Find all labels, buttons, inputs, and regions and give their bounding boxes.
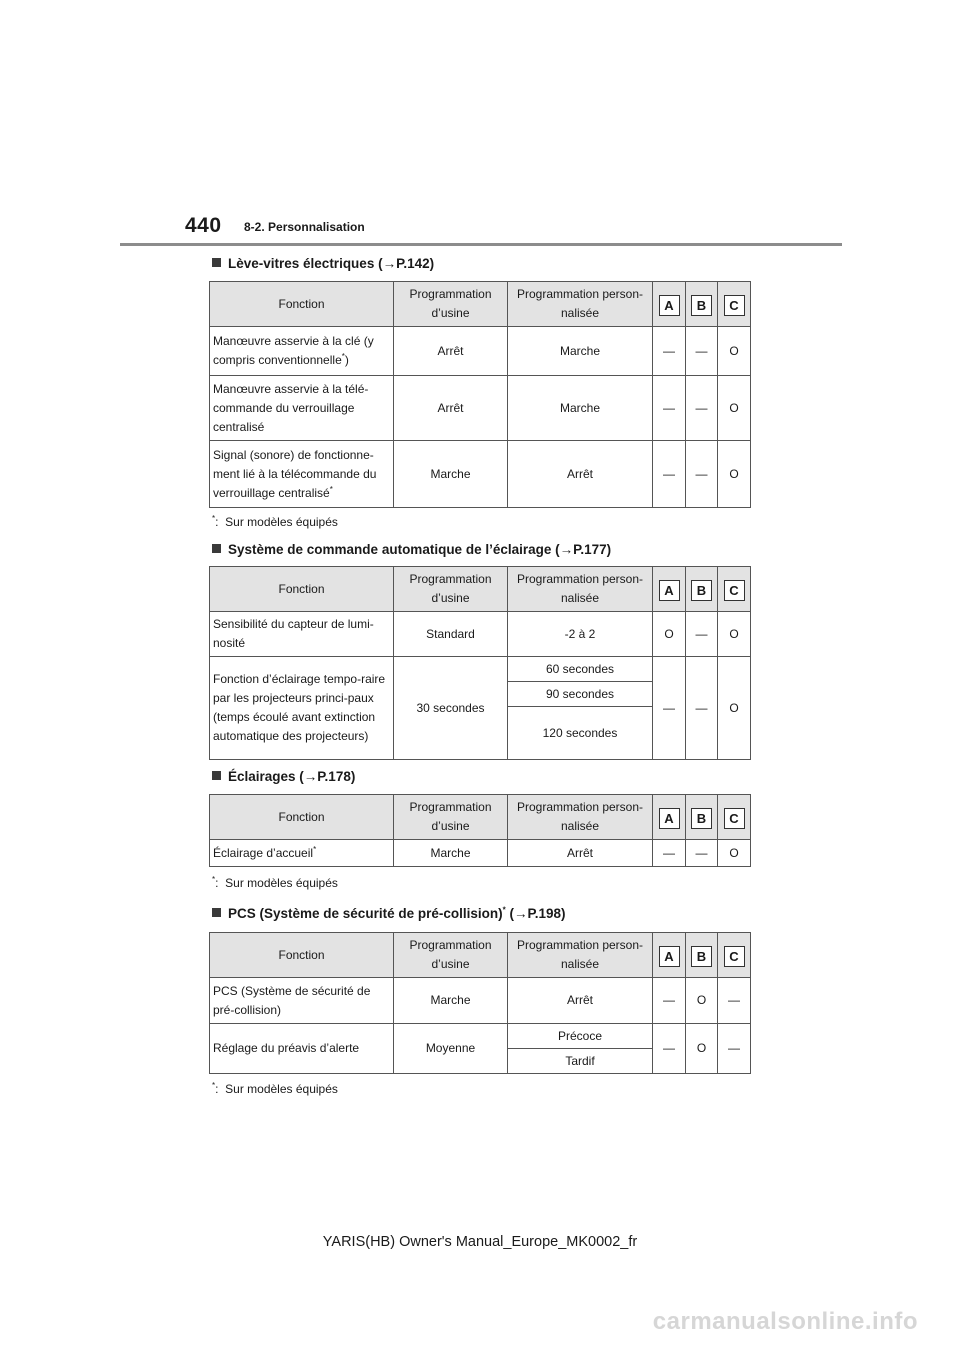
cell-custom: Marche bbox=[508, 327, 653, 376]
heading-text: PCS (Système de sécurité de pré-collision) bbox=[228, 906, 503, 921]
cell-c: O bbox=[718, 441, 751, 508]
cell-factory: Arrêt bbox=[394, 327, 508, 376]
table-row bbox=[210, 441, 751, 508]
table-row bbox=[210, 840, 751, 867]
header-rule bbox=[120, 243, 842, 246]
cell-a: — bbox=[653, 327, 686, 376]
cell-custom: Précoce bbox=[508, 1024, 653, 1049]
col-header-factory: Programmation d’usine bbox=[394, 795, 508, 840]
cell-a: — bbox=[653, 441, 686, 508]
table-lighting bbox=[209, 794, 751, 867]
col-header-c: C bbox=[718, 282, 751, 327]
cell-c: O bbox=[718, 327, 751, 376]
col-header-b: B bbox=[686, 567, 718, 612]
cell-b: — bbox=[686, 657, 718, 760]
cell-b: — bbox=[686, 376, 718, 441]
cell-function: Sensibilité du capteur de lumi-nosité bbox=[210, 612, 394, 657]
cell-function: Éclairage d’accueil* bbox=[210, 840, 394, 867]
footnote-equipped-models: *: Sur modèles équipés bbox=[212, 514, 338, 529]
bullet-square-icon bbox=[212, 908, 221, 917]
cell-function: Manœuvre asservie à la télé-commande du verrouillage centralisé bbox=[210, 376, 394, 441]
cell-function: Signal (sonore) de fonctionne-ment lié à la télécommande du verrouillage centralisé* bbox=[210, 441, 394, 508]
table-row bbox=[210, 978, 751, 1024]
cell-a: — bbox=[653, 978, 686, 1024]
col-header-a: A bbox=[653, 282, 686, 327]
cell-custom: 120 secondes bbox=[508, 707, 653, 760]
cell-custom: Arrêt bbox=[508, 840, 653, 867]
table-power-windows bbox=[209, 281, 751, 508]
cell-c: O bbox=[718, 376, 751, 441]
cell-factory: Marche bbox=[394, 840, 508, 867]
table-auto-lighting bbox=[209, 566, 751, 760]
cell-b: — bbox=[686, 840, 718, 867]
heading-lighting bbox=[212, 769, 355, 784]
col-header-c: C bbox=[718, 795, 751, 840]
cell-factory: Arrêt bbox=[394, 376, 508, 441]
footnote-equipped-models: *: Sur modèles équipés bbox=[212, 875, 338, 890]
col-header-function: Fonction bbox=[210, 567, 394, 612]
table-pcs bbox=[209, 932, 751, 1074]
cell-factory: Marche bbox=[394, 978, 508, 1024]
cell-a: O bbox=[653, 612, 686, 657]
table-header-row bbox=[210, 282, 751, 327]
table-row bbox=[210, 327, 751, 376]
heading-text: Lève-vitres électriques (→P.142) bbox=[228, 256, 435, 271]
cell-custom: Tardif bbox=[508, 1049, 653, 1074]
table-row bbox=[210, 657, 751, 682]
col-header-a: A bbox=[653, 933, 686, 978]
bullet-square-icon bbox=[212, 544, 221, 553]
cell-function: Réglage du préavis d’alerte bbox=[210, 1024, 394, 1074]
table-row bbox=[210, 612, 751, 657]
col-header-factory: Programmation d’usine bbox=[394, 567, 508, 612]
table-header-row bbox=[210, 567, 751, 612]
cell-custom: 60 secondes bbox=[508, 657, 653, 682]
cell-custom: 90 secondes bbox=[508, 682, 653, 707]
col-header-function: Fonction bbox=[210, 933, 394, 978]
table-row bbox=[210, 376, 751, 441]
cell-b: O bbox=[686, 1024, 718, 1074]
col-header-custom: Programmation person-nalisée bbox=[508, 933, 653, 978]
cell-factory: Moyenne bbox=[394, 1024, 508, 1074]
heading-text: Système de commande automatique de l’éclairage (→P.177) bbox=[228, 542, 612, 557]
cell-b: — bbox=[686, 327, 718, 376]
cell-custom: -2 à 2 bbox=[508, 612, 653, 657]
col-header-factory: Programmation d’usine bbox=[394, 282, 508, 327]
footer-manual-id: YARIS(HB) Owner's Manual_Europe_MK0002_fr bbox=[322, 1234, 638, 1250]
table-header-row bbox=[210, 933, 751, 978]
table-header-row bbox=[210, 795, 751, 840]
cell-function: PCS (Système de sécurité de pré-collision) bbox=[210, 978, 394, 1024]
footnote-equipped-models: *: Sur modèles équipés bbox=[212, 1081, 338, 1096]
cell-c: O bbox=[718, 612, 751, 657]
heading-pcs: PCS (Système de sécurité de pré-collision)* (→P.198) bbox=[212, 906, 566, 921]
cell-custom: Marche bbox=[508, 376, 653, 441]
col-header-a: A bbox=[653, 567, 686, 612]
col-header-factory: Programmation d’usine bbox=[394, 933, 508, 978]
cell-c: — bbox=[718, 1024, 751, 1074]
cell-function: Fonction d’éclairage tempo-raire par les projecteurs princi-paux (temps écoulé avant extinction automatique des projecteurs) bbox=[210, 657, 394, 760]
cell-a: — bbox=[653, 1024, 686, 1074]
cell-c: O bbox=[718, 840, 751, 867]
cell-c: O bbox=[718, 657, 751, 760]
cell-custom: Arrêt bbox=[508, 441, 653, 508]
cell-a: — bbox=[653, 840, 686, 867]
cell-a: — bbox=[653, 657, 686, 760]
col-header-function: Fonction bbox=[210, 282, 394, 327]
col-header-b: B bbox=[686, 933, 718, 978]
heading-auto-lighting bbox=[212, 542, 611, 557]
cell-factory: Standard bbox=[394, 612, 508, 657]
cell-b: O bbox=[686, 978, 718, 1024]
col-header-b: B bbox=[686, 282, 718, 327]
cell-function: Manœuvre asservie à la clé (y compris conventionnelle*) bbox=[210, 327, 394, 376]
col-header-function: Fonction bbox=[210, 795, 394, 840]
section-title: 8-2. Personnalisation bbox=[244, 220, 365, 234]
col-header-a: A bbox=[653, 795, 686, 840]
bullet-square-icon bbox=[212, 771, 221, 780]
col-header-b: B bbox=[686, 795, 718, 840]
col-header-custom: Programmation person-nalisée bbox=[508, 567, 653, 612]
page-number: 440 bbox=[185, 214, 222, 237]
col-header-custom: Programmation person-nalisée bbox=[508, 282, 653, 327]
heading-text: Éclairages (→P.178) bbox=[228, 769, 356, 784]
col-header-c: C bbox=[718, 567, 751, 612]
heading-power-windows bbox=[212, 256, 434, 271]
cell-custom: Arrêt bbox=[508, 978, 653, 1024]
cell-factory: Marche bbox=[394, 441, 508, 508]
cell-b: — bbox=[686, 612, 718, 657]
col-header-c: C bbox=[718, 933, 751, 978]
bullet-square-icon bbox=[212, 258, 221, 267]
cell-c: — bbox=[718, 978, 751, 1024]
cell-factory: 30 secondes bbox=[394, 657, 508, 760]
cell-b: — bbox=[686, 441, 718, 508]
cell-a: — bbox=[653, 376, 686, 441]
watermark: carmanualsonline.info bbox=[652, 1308, 918, 1335]
heading-page-ref: (→P.198) bbox=[505, 906, 566, 921]
table-row bbox=[210, 1024, 751, 1049]
col-header-custom: Programmation person-nalisée bbox=[508, 795, 653, 840]
